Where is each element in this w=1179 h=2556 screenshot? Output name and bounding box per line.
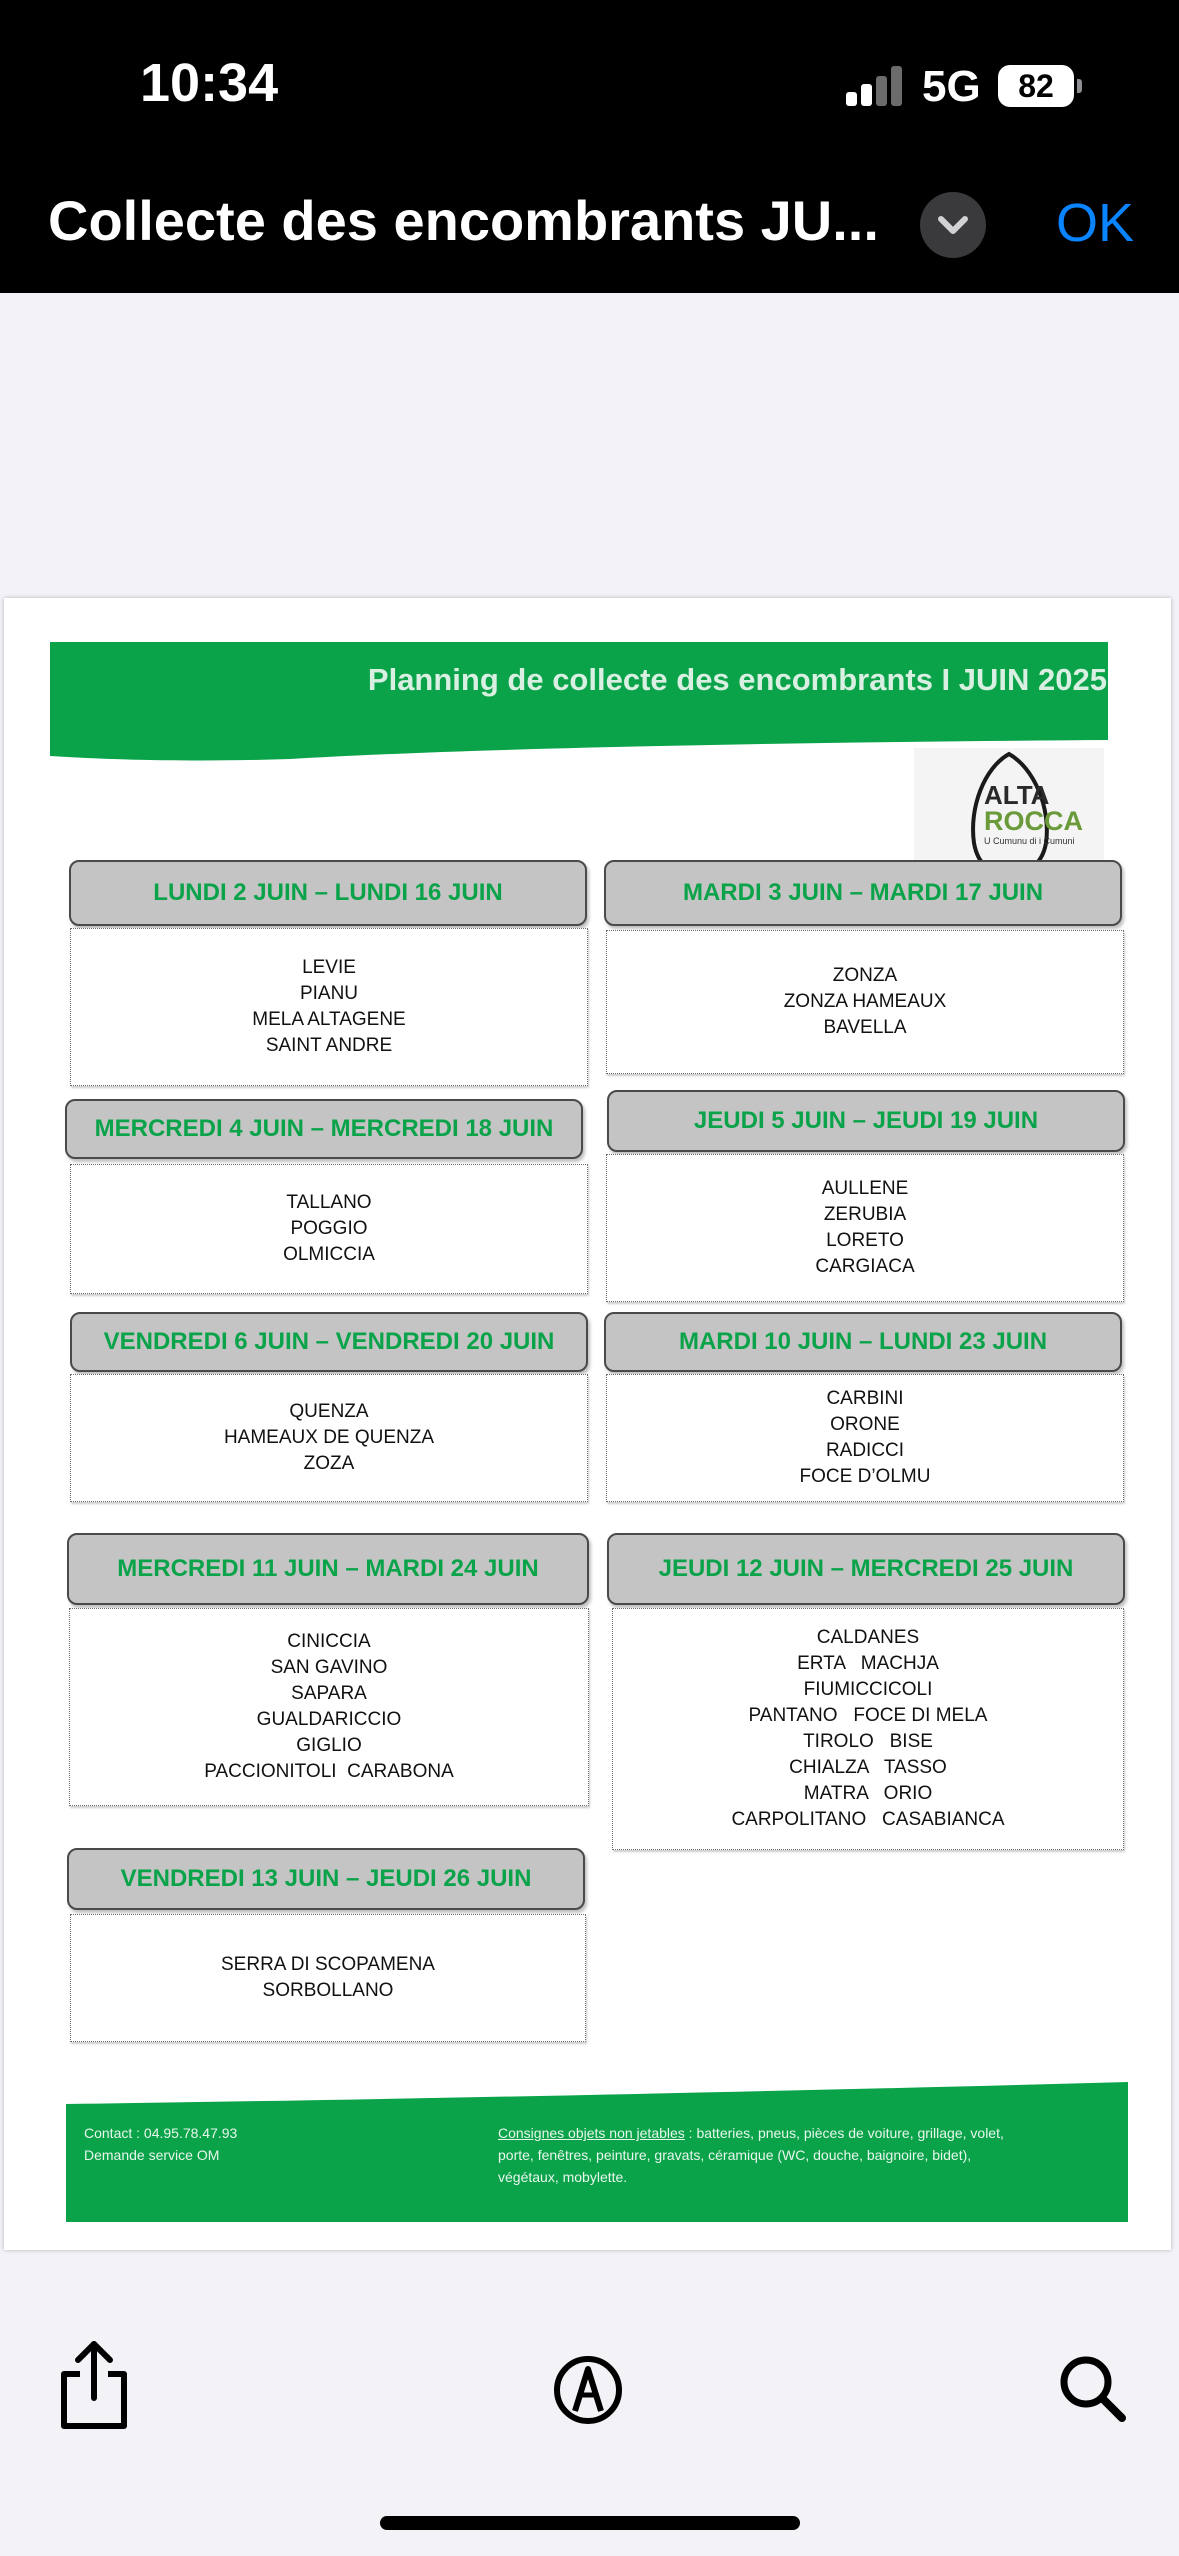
schedule-places: [612, 1608, 1124, 1850]
alta-rocca-logo: [914, 748, 1104, 878]
document-title[interactable]: Collecte des encombrants JU...: [48, 189, 879, 252]
place-item: CHIALZA TASSO: [789, 1757, 947, 1778]
place-item: CARPOLITANO CASABIANCA: [731, 1809, 1005, 1830]
network-type: 5G: [922, 62, 981, 111]
schedule-header: JEUDI 12 JUIN – MERCREDI 25 JUIN: [607, 1533, 1125, 1605]
schedule-header: VENDREDI 6 JUIN – VENDREDI 20 JUIN: [70, 1312, 588, 1372]
place-item: BAVELLA: [823, 1017, 907, 1038]
footer-instructions: [498, 2122, 1008, 2188]
logo-line2: ROCCA: [984, 806, 1083, 836]
place-item: SAINT ANDRE: [265, 1035, 393, 1056]
place-item: FOCE D’OLMU: [799, 1466, 931, 1487]
schedule-header: MERCREDI 11 JUIN – MARDI 24 JUIN: [67, 1533, 589, 1605]
place-item: GUALDARICCIO: [256, 1709, 402, 1730]
top-bar: [0, 0, 1179, 293]
schedule-places: [606, 1374, 1124, 1502]
place-item: ZOZA: [303, 1453, 355, 1474]
place-item: LEVIE: [302, 957, 356, 978]
place-item: OLMICCIA: [283, 1244, 375, 1265]
home-indicator[interactable]: [380, 2516, 800, 2530]
schedule-header: MARDI 10 JUIN – LUNDI 23 JUIN: [604, 1312, 1122, 1372]
schedule-places: [606, 930, 1124, 1074]
place-item: HAMEAUX DE QUENZA: [223, 1427, 435, 1448]
signal-icon: [846, 66, 902, 106]
schedule-header: JEUDI 5 JUIN – JEUDI 19 JUIN: [607, 1090, 1125, 1152]
place-item: POGGIO: [290, 1218, 368, 1239]
place-item: CINICCIA: [287, 1631, 371, 1652]
schedule-header: LUNDI 2 JUIN – LUNDI 16 JUIN: [69, 860, 587, 926]
place-item: TIROLO BISE: [803, 1731, 933, 1752]
schedule-places: [70, 1914, 586, 2042]
place-item: ORONE: [830, 1414, 900, 1435]
schedule-header: VENDREDI 13 JUIN – JEUDI 26 JUIN: [67, 1848, 585, 1910]
place-item: SAPARA: [291, 1683, 367, 1704]
service-request: Demande service OM: [84, 2147, 220, 2163]
schedule-places: [70, 1164, 588, 1294]
place-item: PANTANO FOCE DI MELA: [748, 1705, 988, 1726]
place-item: AULLENE: [821, 1178, 909, 1199]
place-item: ZERUBIA: [823, 1204, 907, 1225]
schedule-places: [69, 1608, 589, 1806]
footer-contact: [84, 2122, 237, 2166]
search-icon[interactable]: [1056, 2352, 1128, 2429]
banner-title: Planning de collecte des encombrants I JUIN 2025: [367, 662, 1107, 697]
place-item: MATRA ORIO: [803, 1783, 933, 1804]
place-item: SORBOLLANO: [262, 1980, 394, 2001]
place-item: RADICCI: [825, 1440, 905, 1461]
place-item: SAN GAVINO: [270, 1657, 388, 1678]
logo-line1: ALTA: [984, 780, 1050, 810]
place-item: ZONZA HAMEAUX: [783, 991, 947, 1012]
place-item: TALLANO: [286, 1192, 372, 1213]
markup-icon[interactable]: [553, 2355, 623, 2430]
place-item: SERRA DI SCOPAMENA: [221, 1954, 435, 1975]
place-item: ERTA MACHJA: [797, 1653, 939, 1674]
battery-icon: 82: [998, 65, 1074, 107]
place-item: QUENZA: [289, 1401, 369, 1422]
title-banner: [50, 642, 1108, 762]
consignes-text: : batteries, pneus, pièces de voiture, grillage, volet, porte, fenêtres, peinture, gravats, céramique (WC, douche, baignoire, bidet), végétaux, mobylette.: [498, 2125, 1004, 2185]
chevron-down-icon[interactable]: [920, 192, 986, 258]
schedule-header: MERCREDI 4 JUIN – MERCREDI 18 JUIN: [65, 1099, 583, 1159]
schedule-places: [70, 1374, 588, 1502]
place-item: GIGLIO: [296, 1735, 362, 1756]
schedule-places: [70, 928, 588, 1086]
consignes-link: Consignes objets non jetables: [498, 2125, 685, 2141]
place-item: PIANU: [299, 983, 359, 1004]
place-item: MELA ALTAGENE: [252, 1009, 406, 1030]
place-item: CALDANES: [816, 1627, 920, 1648]
logo-tagline: U Cumunu di i Cumuni: [984, 836, 1075, 846]
status-time: 10:34: [140, 53, 279, 113]
place-item: FIUMICCICOLI: [803, 1679, 933, 1700]
ok-button[interactable]: OK: [1056, 193, 1135, 253]
contact-phone: Contact : 04.95.78.47.93: [84, 2125, 238, 2141]
place-item: CARGIACA: [815, 1256, 915, 1277]
document-page: [4, 598, 1171, 2250]
schedule-places: [606, 1154, 1124, 1302]
place-item: LORETO: [826, 1230, 904, 1251]
share-icon[interactable]: [54, 2338, 134, 2439]
schedule-header: MARDI 3 JUIN – MARDI 17 JUIN: [604, 860, 1122, 926]
place-item: CARBINI: [826, 1388, 904, 1409]
place-item: PACCIONITOLI CARABONA: [204, 1761, 454, 1782]
place-item: ZONZA: [832, 965, 898, 986]
